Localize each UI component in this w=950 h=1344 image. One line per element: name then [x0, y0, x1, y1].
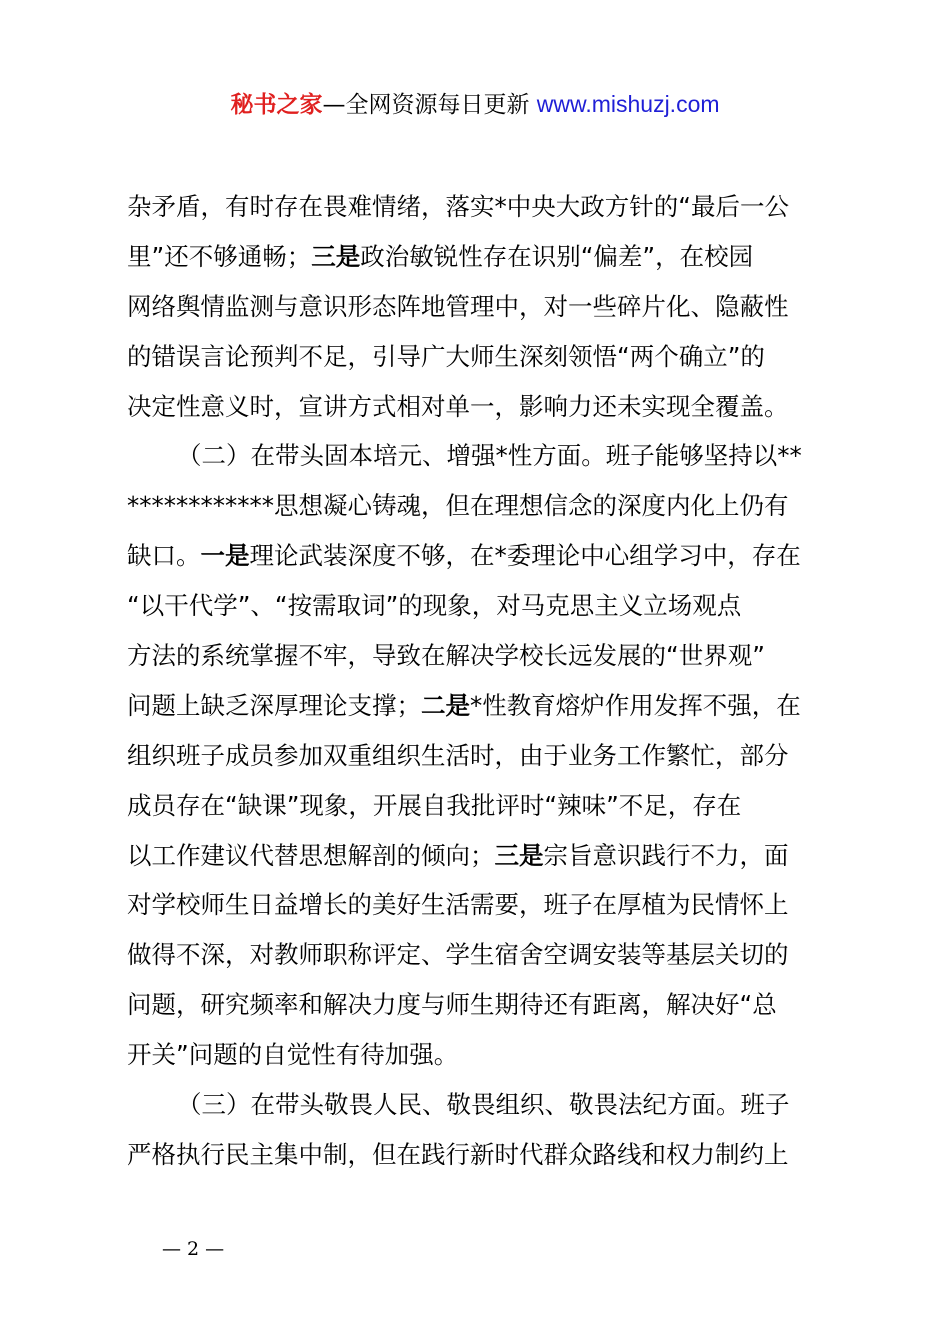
- text-line: 问题上缺乏深厚理论支撑；二是*性教育熔炉作用发挥不强，在: [127, 690, 801, 720]
- header-tagline: —全网资源每日更新: [322, 92, 530, 118]
- document-body: [127, 182, 832, 1180]
- text-line: 以工作建议代替思想解剖的倾向；三是宗旨意识践行不力，面: [127, 840, 789, 870]
- text-line: 里”还不够通畅；三是政治敏锐性存在识别“偏差”，在校园: [127, 241, 754, 271]
- section-heading-line: （三）在带头敬畏人民、敬畏组织、敬畏法纪方面。班子: [177, 1090, 790, 1120]
- emphasis-label: 三是: [494, 840, 544, 870]
- text-line: 成员存在“缺课”现象，开展自我批评时“辣味”不足，存在: [127, 790, 742, 820]
- emphasis-label: 三是: [311, 241, 361, 271]
- text-line: 决定性意义时，宣讲方式相对单一，影响力还未实现全覆盖。: [127, 391, 789, 421]
- text-line: “以干代学”、“按需取词”的现象，对马克思主义立场观点: [127, 591, 742, 621]
- text-line: 杂矛盾，有时存在畏难情绪，落实*中央大政方针的“最后一公: [127, 192, 789, 221]
- text-line: 问题，研究频率和解决力度与师生期待还有距离，解决好“总: [127, 990, 777, 1020]
- text-line: 组织班子成员参加双重组织生活时，由于业务工作繁忙，部分: [127, 740, 789, 770]
- section-heading-line: （二）在带头固本培元、增强*性方面。班子能够坚持以**: [177, 441, 802, 471]
- text-line: 做得不深，对教师职称评定、学生宿舍空调安装等基层关切的: [127, 940, 789, 970]
- text-line: 方法的系统掌握不牢，导致在解决学校长远发展的“世界观”: [127, 641, 765, 671]
- text-line: 的错误言论预判不足，引导广大师生深刻领悟“两个确立”的: [127, 341, 765, 371]
- site-url[interactable]: www.mishuzj.com: [536, 91, 720, 117]
- text-line: 缺口。一是理论武装深度不够，在*委理论中心组学习中，存在: [127, 541, 801, 571]
- text-line: ************思想凝心铸魂，但在理想信念的深度内化上仍有: [127, 491, 789, 521]
- text-line: 对学校师生日益增长的美好生活需要，班子在厚植为民情怀上: [127, 890, 789, 920]
- text-line: 严格执行民主集中制，但在践行新时代群众路线和权力制约上: [127, 1139, 789, 1169]
- page-number: — 2 —: [162, 1238, 225, 1260]
- text-line: 网络舆情监测与意识形态阵地管理中，对一些碎片化、隐蔽性: [127, 291, 789, 321]
- site-header: [0, 88, 950, 121]
- emphasis-label: 一是: [200, 541, 250, 571]
- emphasis-label: 二是: [421, 690, 470, 720]
- brand-name: 秘书之家: [230, 92, 323, 118]
- text-line: 开关”问题的自觉性有待加强。: [127, 1040, 459, 1070]
